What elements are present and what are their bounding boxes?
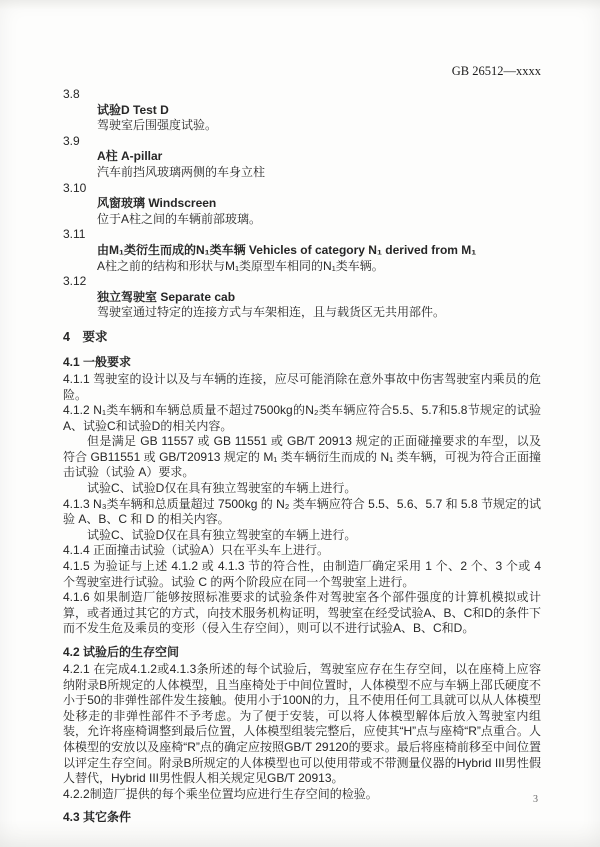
clause-paragraph: 4.1.4 正面撞击试验（试验A）只在平头车上进行。: [63, 543, 330, 558]
term-definition: A柱之前的结构和形状与M₁类原型车相同的N₁类车辆。: [97, 258, 384, 273]
clause-paragraph: 但是满足 GB 11557 或 GB 11551 或 GB/T 20913 规定的正面碰撞要求的车型，以及符合 GB11551 或 GB/T20913 规定的 M₁ 类车辆衍生而成的 N₁ 类车辆，可视为符合正面撞击试验（试验 A）要求。: [63, 434, 541, 480]
term-title: 风窗玻璃 Windscreen: [97, 196, 217, 211]
term-definition: 位于A柱之间的车辆前部玻璃。: [97, 211, 262, 226]
clause-paragraph: 4.1.5 为验证与上述 4.1.2 或 4.1.3 节的符合性，由制造厂确定采用 1 个、2 个、3 个或 4 个驾驶室进行试验。试验 C 的两个阶段应在同一个驾驶室上进行。: [63, 559, 541, 589]
clause-paragraph: 4.1.1 驾驶室的设计以及与车辆的连接，应尽可能消除在意外事故中伤害驾驶室内乘员的危险。: [63, 371, 541, 402]
clause-paragraph: 4.2.2制造厂提供的每个乘坐位置均应进行生存空间的检验。: [63, 786, 378, 801]
clause-paragraph: 试验C、试验D仅在具有独立驾驶室的车辆上进行。: [87, 481, 357, 496]
term-title: 独立驾驶室 Separate cab: [97, 289, 236, 304]
term-entry: [63, 181, 541, 228]
section-heading-requirements: 4 要求: [63, 329, 108, 344]
term-title: 试验D Test D: [97, 102, 169, 117]
term-number: 3.8: [63, 87, 80, 101]
document-content: [63, 87, 541, 827]
clause-paragraph: 试验C、试验D仅在具有独立驾驶室的车辆上进行。: [87, 527, 357, 542]
clause-paragraph: 4.1.6 如果制造厂能够按照标准要求的试验条件对驾驶室各个部件强度的计算机模拟或计算，或者通过其它的方式，向技术服务机构证明，驾驶室在经受试验A、B、C和D的条件下而不发生危及乘员的变形（侵入生存空间），则可以不进行试验A、B、C和D。: [63, 590, 541, 636]
document-header: [63, 64, 541, 79]
standard-number: GB 26512—xxxx: [451, 64, 541, 78]
term-entry: [63, 227, 541, 274]
term-number: 3.12: [63, 274, 87, 289]
term-number: 3.10: [63, 180, 87, 195]
page-number: 3: [533, 794, 538, 805]
clause-paragraph: 4.1.3 N₃类车辆和总质量超过 7500kg 的 N₂ 类车辆应符合 5.5、5.6、5.7 和 5.8 节规定的试验 A、B、C 和 D 的相关内容。: [63, 496, 541, 527]
term-entry: [63, 87, 541, 134]
term-definition: 驾驶室通过特定的连接方式与车架相连，且与载货区无共用部件。: [97, 305, 446, 320]
term-number: 3.11: [63, 227, 86, 242]
term-definition: 驾驶室后围强度试验。: [97, 118, 218, 133]
term-title: 由M₁类衍生而成的N₁类车辆 Vehicles of category N₁ derived from M₁: [97, 242, 477, 257]
term-definition: 汽车前挡风玻璃两侧的车身立柱: [97, 164, 266, 179]
term-number: 3.9: [63, 133, 80, 148]
subsection-heading-other-conditions: 4.3 其它条件: [63, 810, 132, 825]
term-entry: [63, 134, 541, 181]
term-title: A柱 A-pillar: [97, 149, 163, 164]
subsection-heading-general: 4.1 一般要求: [63, 354, 132, 369]
clause-paragraph: 4.2.1 在完成4.1.2或4.1.3条所述的每个试验后，驾驶室应存在生存空间，以在座椅上应容纳附录B所规定的人体模型，且当座椅处于中间位置时，人体模型不应与车辆上邵氏硬度不小于50的非弹性部件发生接触。使用小于100N的力，且不使用任何工具就可以从人体模型处移走的非弹性部件不予考虑。为了便于安装，可以将人体模型解体后放入驾驶室内组装，允许将座椅调整到最后位置，人体模型组装完整后，应使其“H”点与座椅“R”点重合。人体模型的安放以及座椅“R”点的确定应按照GB/T 29120的要求。最后将座椅前移至中间位置以评定生存空间。附录B所规定的人体模型也可以使用带或不带测量仪器的Hybrid III男性假人替代，Hybrid III男性假人相关规定见GB/T 20913。: [63, 662, 541, 786]
clause-paragraph: 4.1.2 N₁类车辆和车辆总质量不超过7500kg的N₂类车辆应符合5.5、5.7和5.8节规定的试验A、试验C和试验D的相关内容。: [63, 403, 541, 433]
term-entry: [63, 274, 541, 321]
subsection-heading-survival-space: 4.2 试验后的生存空间: [63, 645, 180, 659]
